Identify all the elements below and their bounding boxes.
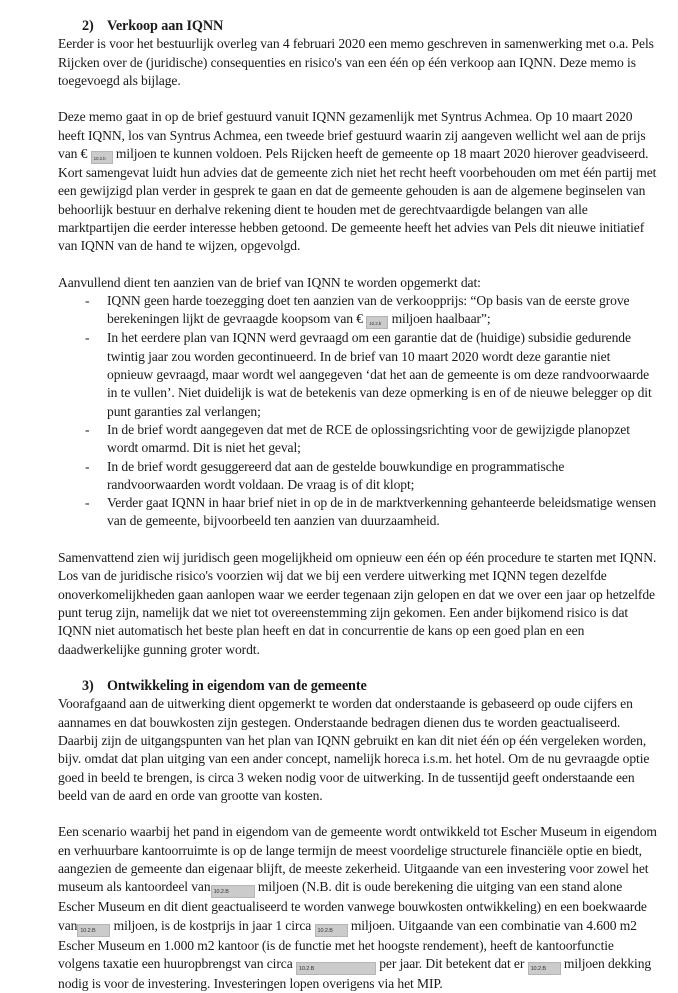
document-page xyxy=(58,17,658,993)
dash-bullet: - xyxy=(85,293,90,309)
list-item: - IQNN geen harde toezegging doet ten aanzien van de verkoopprijs: “Op basis van de eerste grove berekeningen lijkt de gevraagde koopsom van € 10.2.b miljoen haalbaar”; xyxy=(58,292,658,329)
section-title: Verkoop aan IQNN xyxy=(107,18,224,34)
redaction-box: 10.2.B xyxy=(211,885,255,898)
dash-bullet: - xyxy=(85,458,90,474)
list-item: - In de brief wordt gesuggereerd dat aan de gestelde bouwkundige en programmatische randvoorwaarden wordt voldaan. De vraag is of dit klopt; xyxy=(85,458,565,492)
list-item: - In de brief wordt aangegeven dat met de RCE de oplossingsrichting voor de gewijzigde planopzet wordt omarmd. Dit is niet het geval; xyxy=(85,421,630,456)
redaction-box: 10.2.b xyxy=(366,316,388,329)
redaction-box: 10.2.B xyxy=(315,924,348,937)
paragraph: Voorafgaand aan de uitwerking dient opgemerkt te worden dat onderstaande is gebaseerd op oude cijfers en aannames en dat bouwkosten zijn gestegen. Onderstaande bedragen dienen dus te worden geactualiseerd. Daarbij zijn de uitgangspunten van het plan van IQNN gebruikt en kan dit niet één op één vergeleken worden, bijv. omdat dat plan uitging van een ander concept, namelijk horeca i.s.m. het hotel. Om de nu gevraagde optie goed in beeld te brengen, is circa 3 weken nodig voor de uitwerking. In de tussentijd geeft onderstaande een beeld van de aard en orde van grootte van kosten. xyxy=(58,696,650,803)
paragraph: Eerder is voor het bestuurlijk overleg van 4 februari 2020 een memo geschreven in samenwerking met o.a. Pels Rijcken over de (juridische) consequenties en risico's van een één op één verkoop aan IQNN. Deze memo is toegevoegd als bijlage. xyxy=(58,36,654,88)
paragraph: Deze memo gaat in op de brief gestuurd vanuit IQNN gezamenlijk met Syntrus Achmea. Op 10 maart 2020 heeft IQNN, los van Syntrus Achmea, een tweede brief gestuurd waarin zij aangeven wellicht wel aan de prijs van € 10.2.b miljoen te kunnen voldoen. Pels Rijcken heeft de gemeente op 18 maart 2020 hierover geadviseerd. Kort samengevat luidt hun advies dat de gemeente zich niet het recht heeft voorbehouden om met één partij met een gewijzigd plan verder in gesprek te gaan en dat de gemeente gehouden is aan de algemene beginselen van behoorlijk bestuur en derhalve rekening dient te houden met de gerechtvaardigde belangen van alle marktpartijen die eerder interesse hebben getoond. De gemeente heeft het advies van Pels dit nieuwe initiatief van IQNN van de hand te wijzen, opgevolgd. xyxy=(58,109,657,254)
section-title: Ontwikkeling in eigendom van de gemeente xyxy=(107,678,367,695)
paragraph: Aanvullend dient ten aanzien van de brief van IQNN te worden opgemerkt dat: xyxy=(58,274,481,290)
section-number: 2) xyxy=(82,18,94,34)
dash-bullet: - xyxy=(85,495,90,511)
section-number: 3) xyxy=(82,678,94,695)
dash-bullet: - xyxy=(85,421,90,437)
redaction-box: 10.2.B xyxy=(528,962,561,975)
list-item: - Verder gaat IQNN in haar brief niet in op de in de marktverkenning gehanteerde beleidsmatige wensen van de gemeente, bijvoorbeeld ten aanzien van duurzaamheid. xyxy=(85,495,657,529)
redaction-box: 10.2.B xyxy=(77,924,110,937)
section-2-heading xyxy=(58,17,658,35)
redaction-box: 10.2.b xyxy=(91,151,113,164)
dash-bullet: - xyxy=(85,330,90,346)
bullet-list xyxy=(58,292,658,531)
list-item: - In het eerdere plan van IQNN werd gevraagd om een garantie dat de (huidige) subsidie gedurende twintig jaar zou worden gecontinueerd. In de brief van 10 maart 2020 wordt deze garantie niet opnieuw gevraagd, maar wordt wel aangegeven ‘dat het aan de gemeente is om deze randvoorwaarde in te vullen’. Niet duidelijk is wat de betekenis van deze opmerking is en of de nieuwe belegger op dit punt garanties zal verlangen; xyxy=(85,330,652,419)
paragraph: Samenvattend zien wij juridisch geen mogelijkheid om opnieuw een één op één procedure te starten met IQNN. Los van de juridische risico's voorzien wij dat we bij een verdere uitwerking met IQNN tegen dezelfde onoverkomelijkheden gaan aanlopen waar we eerder tegenaan zijn gelopen en dat we over een jaar op hetzelfde punt terug zijn, namelijk dat we niet tot overeenstemming zijn gekomen. Een ander bijkomend risico is dat IQNN niet automatisch het beste plan heeft en dat in concurrentie de kans op een goed plan en een daadwerkelijke gunning groter wordt. xyxy=(58,550,657,657)
paragraph: Een scenario waarbij het pand in eigendom van de gemeente wordt ontwikkeld tot Escher Museum in eigendom en verhuurbare kantoorruimte is op de lange termijn de meest voordelige structurele financiële optie en biedt, aangezien de gemeente dan eigenaar blijft, de meeste zekerheid. Uitgaande van een investering voor zowel het museum als kantoordeel van 10.2.B miljoen (N.B. dit is oude berekening die uitging van een stand alone Escher Museum en dit dient geactualiseerd te worden vanwege bouwkosten ontwikkeling) en een boekwaarde van 10.2.B miljoen, is de kostprijs in jaar 1 circa 10.2.B miljoen. Uitgaande van een combinatie van 4.600 m2 Escher Museum en 1.000 m2 kantoor (is de functie met het hoogste rendement), heeft de kantoorfunctie volgens taxatie een huuropbrengst van circa 10.2.B per jaar. Dit betekent dat er 10.2.B miljoen dekking nodig is voor de investering. Investeringen lopen overigens via het MIP. xyxy=(58,824,657,991)
section-3-heading xyxy=(58,677,658,695)
redaction-box: 10.2.B xyxy=(296,962,376,975)
